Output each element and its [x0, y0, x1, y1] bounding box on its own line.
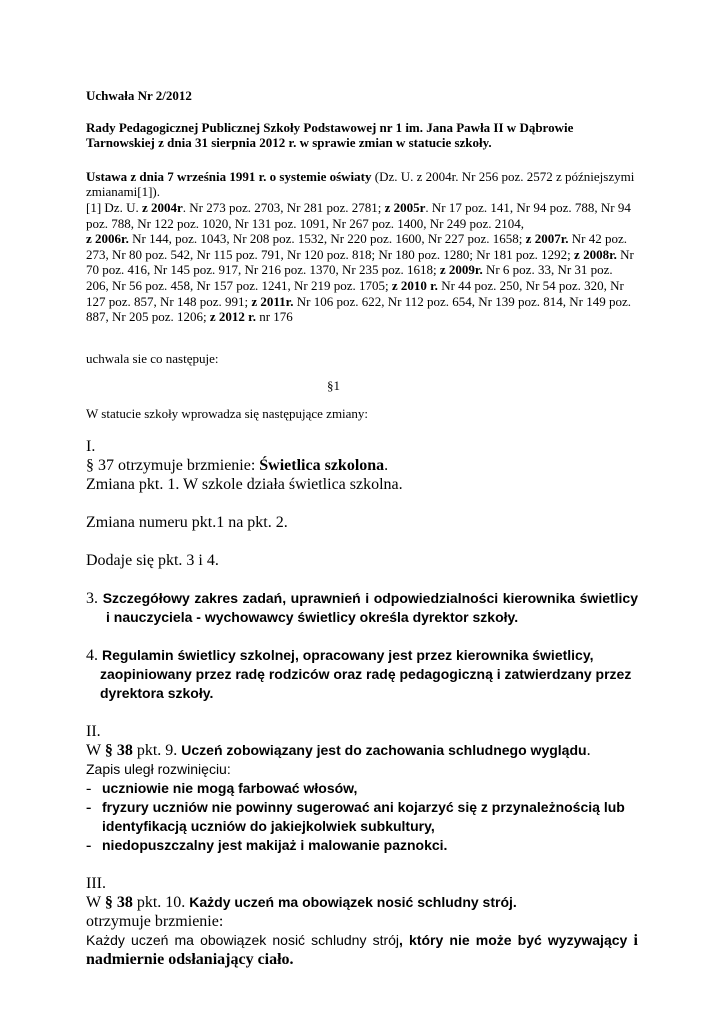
point-4-number: 4. [86, 646, 102, 664]
resolution-subtitle [86, 120, 638, 151]
part-3-text-end: i nadmiernie odsłaniający ciało. [86, 931, 638, 968]
list-item [86, 798, 638, 836]
act-reference: (Dz. U. z 2004r. Nr 256 poz. 2572 z późniejszymi zmianami[1]). [86, 168, 635, 200]
point-3 [86, 589, 638, 627]
year-2004: z 2004r [141, 199, 183, 215]
year-2007: z 2007r. [525, 231, 569, 247]
part-3-number: III. [86, 874, 106, 892]
list-item [86, 779, 638, 798]
point-4 [86, 646, 638, 703]
part-3-text-bold: , który nie może być wyzywający [399, 931, 628, 948]
document-page [86, 88, 638, 969]
part-2-prefix: W [86, 741, 105, 759]
part-3-text: Każdy uczeń ma obowiązek nosić schludny strój [86, 931, 400, 948]
refs-2010: Nr 44 poz. 250, Nr 54 poz. 320, Nr 127 poz. 857, Nr 148 poz. 991; [86, 277, 624, 309]
subtitle-line-2: Tarnowskiej z dnia 31 sierpnia 2012 r. w sprawie zmian w statucie szkoły. [86, 135, 492, 151]
refs-2011: Nr 106 poz. 622, Nr 112 poz. 654, Nr 139 poz. 814, Nr 149 poz. 887, Nr 205 poz. 1206; [86, 293, 631, 325]
point-4-text: Regulamin świetlicy szkolnej, opracowany jest przez kierownika świetlicy, zaopiniowany przez radę rodziców oraz radę pedagogiczną i zatwierdzany przez dyrektora szkoły. [100, 646, 632, 701]
part-3-paragraph: § 38 [104, 893, 133, 911]
part-1-line-4: Dodaje się pkt. 3 i 4. [86, 551, 219, 569]
part-1-dot: . [384, 456, 389, 474]
part-1-ref: § 37 otrzymuje brzmienie: [86, 456, 260, 474]
part-1-line-1 [86, 456, 638, 475]
changes-intro: W statucie szkoły wprowadza się następujące zmiany: [86, 405, 369, 421]
part-3-prefix: W [86, 893, 105, 911]
part-3-line-1 [86, 893, 638, 912]
point-3-text: Szczegółowy zakres zadań, uprawnień i odpowiedzialności kierownika świetlicy i nauczyciela - wychowawcy świetlicy określa dyrektor szkoły. [102, 589, 639, 625]
part-2-point: pkt. 9. [132, 741, 182, 759]
list-item-text: uczniowie nie mogą farbować włosów, [102, 779, 358, 796]
list-item [86, 836, 638, 855]
part-3-point: pkt. 10. [132, 893, 190, 911]
part-2-line-1 [86, 741, 638, 760]
year-2005: z 2005r [384, 199, 426, 215]
part-2-paragraph: § 38 [104, 741, 133, 759]
part-2 [86, 722, 638, 855]
refs-2009: Nr 6 poz. 33, Nr 31 poz. 206, Nr 56 poz. 458, Nr 157 poz. 1241, Nr 219 poz. 1705; [86, 262, 613, 293]
part-3-heading: Każdy uczeń ma obowiązek nosić schludny strój. [189, 893, 517, 910]
part-3 [86, 874, 638, 969]
subtitle-line-1: Rady Pedagogicznej Publicznej Szkoły Podstawowej nr 1 im. Jana Pawła II w Dąbrowie [86, 119, 574, 135]
refs-2007: Nr 42 poz. 273, Nr 80 poz. 542, Nr 115 poz. 791, Nr 120 poz. 818; Nr 180 poz. 1280; Nr 181 poz. 1292; [86, 231, 628, 262]
part-3-line-3 [86, 931, 638, 969]
year-2008: z 2008r. [574, 246, 617, 262]
part-2-number: II. [86, 722, 101, 740]
year-2011: z 2011r. [251, 293, 294, 309]
legal-basis [86, 169, 638, 325]
dash-marker: - [86, 779, 92, 797]
part-2-dot: . [586, 741, 591, 759]
year-2012: z 2012 r. [209, 309, 256, 325]
section-mark: §1 [327, 378, 340, 394]
intro-text: uchwala sie co następuje: [86, 350, 219, 366]
refs-2012: nr 176 [255, 309, 293, 325]
resolution-title: Uchwała Nr 2/2012 [86, 88, 192, 103]
part-1-line-3: Zmiana numeru pkt.1 na pkt. 2. [86, 513, 288, 531]
part-1-line-2: Zmiana pkt. 1. W szkole działa świetlica szkolna. [86, 475, 403, 493]
year-2006: z 2006r. [86, 231, 129, 247]
year-2009: z 2009r. [439, 262, 483, 278]
part-2-line-2: Zapis uległ rozwinięciu: [86, 760, 231, 777]
list-item-text: fryzury uczniów nie powinny sugerować ani kojarzyć się z przynależnością lub identyfikacją uczniów do jakiejkolwiek subkultury, [102, 798, 625, 834]
list-item-text: niedopuszczalny jest makijaż i malowanie paznokci. [102, 836, 448, 853]
footnote-prefix: [1] Dz. U. [86, 199, 142, 215]
part-1-number: I. [86, 437, 96, 455]
refs-2006: Nr 144, poz. 1043, Nr 208 poz. 1532, Nr 220 poz. 1600, Nr 227 poz. 1658; [128, 231, 526, 247]
dash-marker: - [86, 798, 92, 816]
part-3-line-2: otrzymuje brzmienie: [86, 912, 224, 930]
part-1 [86, 437, 638, 703]
point-3-number: 3. [86, 589, 103, 607]
refs-2008: Nr 70 poz. 416, Nr 145 poz. 917, Nr 216 poz. 1370, Nr 235 poz. 1618; [86, 246, 634, 278]
dash-marker: - [86, 836, 92, 854]
refs-2004: . Nr 273 poz. 2703, Nr 281 poz. 2781; [182, 199, 385, 215]
part-2-heading: Uczeń zobowiązany jest do zachowania schludnego wyglądu [181, 741, 587, 758]
refs-2005: . Nr 17 poz. 141, Nr 94 poz. 788, Nr 94 poz. 788, Nr 122 poz. 1020, Nr 131 poz. 1091, Nr 267 poz. 1400, Nr 249 poz. 2104, [86, 199, 631, 231]
year-2010: z 2010 r. [391, 277, 438, 293]
part-1-heading: Świetlica szkolona [259, 456, 385, 474]
act-name: Ustawa z dnia 7 września 1991 r. o systemie oświaty [86, 168, 372, 184]
